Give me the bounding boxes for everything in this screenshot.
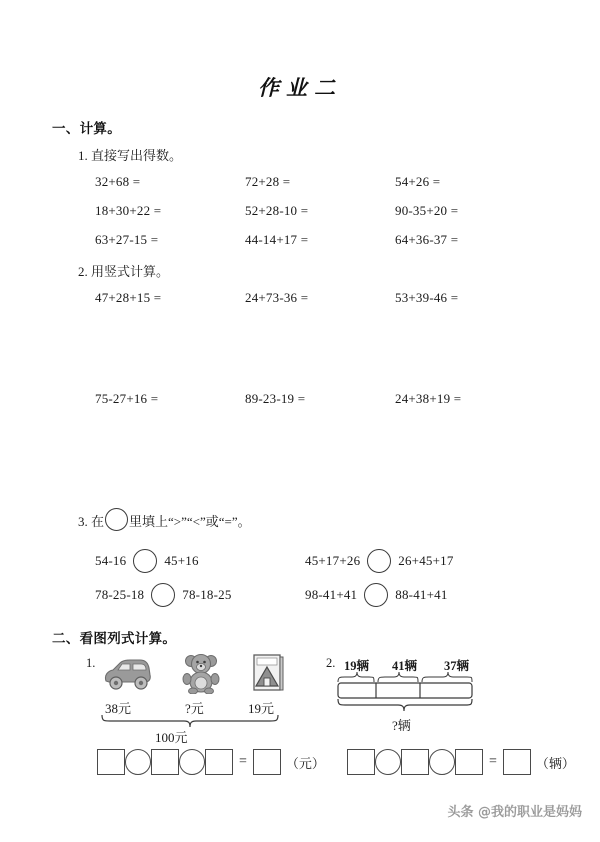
total-brace-1 <box>100 714 280 728</box>
equals-sign-2: = <box>489 754 497 769</box>
answer-row-2 <box>347 749 575 775</box>
bar-segment-label-3: 37辆 <box>444 659 470 673</box>
price-label-bear: ?元 <box>185 701 204 716</box>
problem-1-number: 1. <box>86 656 96 670</box>
bar-segment-label-1: 19辆 <box>344 659 370 673</box>
expression-1-2-1: 18+30+22 = <box>95 203 162 218</box>
compare-left-4: 98-41+41 <box>305 587 358 602</box>
expression-1-2-2: 52+28-10 = <box>245 203 309 218</box>
answer-circle-2-2[interactable] <box>429 749 455 775</box>
expression-1-3-2: 44-14+17 = <box>245 232 309 247</box>
watermark-text: 头条 @我的职业是妈妈 <box>447 805 582 820</box>
expression-2-2-1: 75-27+16 = <box>95 391 159 406</box>
expression-2-2-2: 89-23-19 = <box>245 391 306 406</box>
expression-1-3-1: 63+27-15 = <box>95 232 159 247</box>
expression-2-1-2: 24+73-36 = <box>245 290 309 305</box>
page-title: 作业二 <box>258 75 342 100</box>
expression-2-1-3: 53+39-46 = <box>395 290 459 305</box>
answer-box-1-2[interactable] <box>151 749 179 775</box>
answer-unit-1: （元） <box>285 755 325 771</box>
bar-segment-label-2: 41辆 <box>392 659 418 673</box>
subsection-label-2: 2. 用竖式计算。 <box>78 264 170 279</box>
total-label-2: ?辆 <box>392 718 411 733</box>
answer-circle-1-1[interactable] <box>125 749 151 775</box>
total-label-1: 100元 <box>155 730 188 745</box>
compare-answer-circle-1[interactable] <box>133 549 157 573</box>
subsection-label-1: 1. 直接写出得数。 <box>78 148 183 163</box>
price-label-car: 38元 <box>105 701 132 716</box>
compare-left-3: 78-25-18 <box>95 587 145 602</box>
compare-right-4: 88-41+41 <box>395 587 448 602</box>
expression-2-1-1: 47+28+15 = <box>95 290 162 305</box>
section-heading-one: 一、计算。 <box>52 121 121 136</box>
toy-car-icon <box>100 655 154 693</box>
compare-answer-circle-3[interactable] <box>151 583 175 607</box>
compare-right-3: 78-18-25 <box>182 587 232 602</box>
expression-2-2-3: 24+38+19 = <box>395 391 462 406</box>
compare-item-4 <box>305 583 448 607</box>
answer-box-1-4[interactable] <box>253 749 281 775</box>
answer-box-2-1[interactable] <box>347 749 375 775</box>
answer-row-1 <box>97 749 325 775</box>
answer-circle-1-2[interactable] <box>179 749 205 775</box>
expression-1-2-3: 90-35+20 = <box>395 203 459 218</box>
answer-box-1-1[interactable] <box>97 749 125 775</box>
answer-box-2-2[interactable] <box>401 749 429 775</box>
compare-answer-circle-2[interactable] <box>367 549 391 573</box>
teddy-bear-icon <box>182 652 220 694</box>
compare-left-1: 54-16 <box>95 553 127 568</box>
expression-1-3-3: 64+36-37 = <box>395 232 459 247</box>
expression-1-1-2: 72+28 = <box>245 174 291 189</box>
answer-box-2-3[interactable] <box>455 749 483 775</box>
equals-sign-1: = <box>239 754 247 769</box>
subsection-label-3-after: 里填上“>”“<”或“=”。 <box>129 514 251 529</box>
problem-2-number: 2. <box>326 656 336 670</box>
price-label-book: 19元 <box>248 701 275 716</box>
answer-box-1-3[interactable] <box>205 749 233 775</box>
compare-answer-circle-4[interactable] <box>364 583 388 607</box>
section-heading-two: 二、看图列式计算。 <box>52 631 177 646</box>
subsection-label-3-before: 3. 在 <box>78 514 105 529</box>
compare-left-2: 45+17+26 <box>305 553 361 568</box>
compare-right-1: 45+16 <box>164 553 199 568</box>
expression-1-1-1: 32+68 = <box>95 174 141 189</box>
compare-item-1 <box>95 549 199 573</box>
subsection-label-3 <box>78 508 251 531</box>
compare-item-2 <box>305 549 454 573</box>
compare-circle-icon <box>105 508 128 531</box>
answer-unit-2: （辆） <box>535 755 575 771</box>
picture-book-icon <box>252 653 284 693</box>
compare-item-3 <box>95 583 232 607</box>
expression-1-1-3: 54+26 = <box>395 174 441 189</box>
answer-box-2-4[interactable] <box>503 749 531 775</box>
answer-circle-2-1[interactable] <box>375 749 401 775</box>
bar-model-diagram <box>336 672 496 716</box>
compare-right-2: 26+45+17 <box>398 553 454 568</box>
